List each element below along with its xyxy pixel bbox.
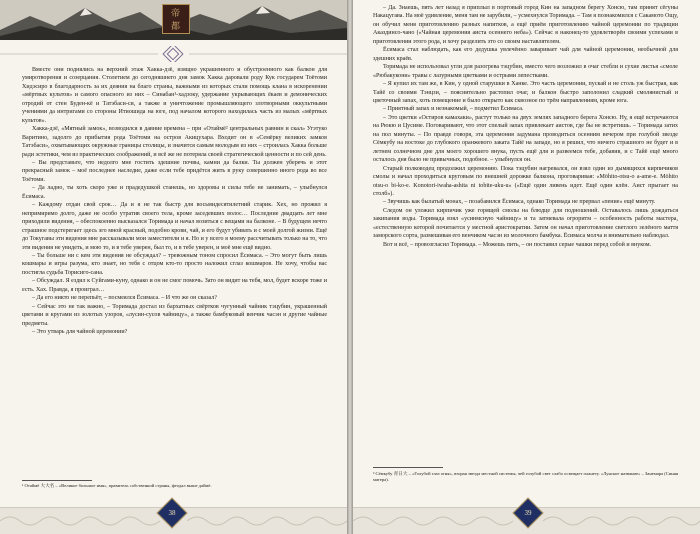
paragraph: – Да. Знаешь, пять лет назад я приплыл в портовый город Кин на западном берегу Хонсю, там принят сёгуны Накацугава. На моё удивление, меня там не зарубили, – усмехнулся Торимада. – Там я познакомился с Сакамото Ощу, он обучил меня приготовлению разных напитков, а ещё приём приготовлению чайной церемонии по традиции Аказдинсо-чано («Чайная церемония аиста осеннего неба»). Сейчас я наконец-то удовлетворён своими успехами в приготовлении этого рода, и хочу разделить это со своим наставлятелем.: [373, 5, 678, 45]
paragraph: – Это цветки «Остиров камахаки», растут только на двух землях западного берега Хонсю. Ну, я ещё встречаются на Рюкю и Цусиме. Поговаривают, что этот спелый запах привлекает аистов, где бы не встретишь. – Торимада затих на пол минуты. – По правде говоря, эта церемония задумана проводиться осенним вечером при голубой звезде Сёмкубу на востоке до глубокого оранжевого заката Тайё на западе, но я решил, что ничего страшного не будет и в летнем солнечном дне для моего хорошего внука, пусть ещё для и развеемся тебе, добавив, и с Тайё ещё много осталось дня было не привычных, подобное. – улыбнулся он.: [373, 114, 678, 164]
paragraph: – Каждому отдан свой срок… Да и я не так быстр для восьмидесятилетний старик. Хех, но прожил я непримиримо долго, даже не особо утратив своего тела, кроме заседевших волос… Последние двадцать лет мне приходили видения, – обеспокоенно высказался Торимада и начал возиться с вещами на балконе. – В будущем нечто страшное подстерегает здесь эго мной красный, подобно крови, чай, и его будут убивать и с моей долгой жизни. Ещё до Токугавы эти видения мне рассказывали мои заместители и я. Но и у всего я моему рассчитывать только на то, что эти видения не увидеть, и мою то, и в тебе уверен, был то, и в тебе уверен, и моё мне ещё видно.: [22, 202, 327, 251]
decorative-knot-divider: [0, 46, 347, 62]
paragraph: Следом он уложил кирпичик уже горящей смолы на блюдце для подношений. Оставалось лишь дождаться закипания воды. Торимада взял «усинмсную чайницу» и та затмевала огроритм – особенность работы мастера, «естественную которой почитается у местной аристократии. Затем он начал приготовление светлого зелёного маття заморского сорта, размешивая его венчиком часэн из молочного бамбука. Ёсимаса молча и внимательно наблюдал.: [373, 207, 678, 240]
paragraph: – Ты больше ни с кем эти видения не обсуждал? – тревожным тоном спросил Ёсимаса. – Это могут быть лишь кошмары и игры разума, кто знает, но тебя с отцом кто-то просто наложил сглаз кошмаров. Не хочу, чтобы вас постигла судьба Торисиго-сана.: [22, 252, 327, 276]
paragraph: Вместе они поднялись на верхний этаж Хакка-дзё, изящно украшенного и обустроенного как балкон для умиротворения и созерцания. Столетием до сегодняшнего дня замок Хакка даровали роду Кук государем Тоётоми Хидэсиро в благодарность за их деяния на благо страны, важными из которых стали помощь клана в искоренении «мёртвых культов» и самого опасного из них – Синабан¹-хадзоку, удержание укрывающих ёкаев и демонических отродий от стен Буден-кё и Татэбаси-си, а также и уничтожение промышляющего злотворными оккультными учениями да интригами со стороны Итиошида на юге, под началом которого находилась часть из малых «мёртвых культов».: [22, 67, 327, 124]
paragraph: Торимада не использовал угли для разогрева тэцубин, вместо чего возложил в очаг стебли и сухие листья «смоле «Рюбакукони» травы с лазурными цветками и острыми лепестками.: [373, 64, 678, 79]
paragraph: – Я купил их там же, в Кин, у одной старушки в Ханке. Это часть церемонии, пускай и не столь уж быстрая, как Тайё со своими Тэнцзи, – пояснительно растопил очаг, и балкон быстро заполонил сладкий смолянистый и цветочный запах, хоть помещение и было открыто как сквозное по трём направлениям, кроме юга.: [373, 81, 678, 104]
header-illustration: [0, 0, 347, 40]
right-body-text: [373, 4, 678, 249]
footnote-rule: [22, 480, 92, 481]
paragraph: – Обсуждал. Я ездил к Суйгами-куну, однако и он не смог помочь. Зато он видит на тебя, мол, будет вскоре тоже и есть. Хах. Правда, я проиграл…: [22, 278, 327, 293]
footnote: ¹ Отаймё 大大名 – «Великое большое имя», правитель собственной страны, феодал выше даймё.: [22, 483, 212, 488]
paragraph: – Звучишь как былатый монах, – позабавился Ёсимаса, однако Торимада не прервал «пение» ещё минуту.: [383, 199, 656, 206]
paragraph: Старый полководец продолжил церемонию. Пока тэцубин нагревался, он взял один из дымящихся кирпичиков смолы и начал проходиться круговым по внешней дорожке балкона, проговаривая: «Mōhito-otsu-o a-ame-e. Mōhito otsu-o bi-ko-e. Konotori-iwaha-ashita ni tobite-uku-u» («Ещё один ливень идет. Ещё один клён. Аист прыгает на столб»).: [373, 165, 678, 197]
paragraph: Вот и всё, – провозгласил Торимада. – Можешь пить, – он поставил серые чашки перед собой и внуком.: [383, 241, 652, 248]
paragraph: Хакка-дзё, «Мятный замок», возводился в давние времена – при «Отаймё² центральных равнин и скал» Угэтуко Варитино, задолго до прибытия рода Тоётоми на остров Акицухара. Входит он в «Семёрку великих замков Татэбаси», охватывающих окружные границы столицы, и значится самым молодым из них – строилась Хакка больше ради эстетики, чем из практических соображений, и всё же не потеряла своей стратегической ценности и по сей день.: [22, 126, 327, 158]
paragraph: – Приятный запах и незнакомый, – подметил Ёсимаса.: [383, 106, 524, 113]
page-footer: [0, 498, 347, 534]
footnote-rule: [373, 467, 443, 468]
left-body-text: [22, 66, 327, 337]
paragraph: – Да ладно, ты хоть скоро уже и прадедушкой станешь, но здоровы и силы тебе не занимать, – улыбнулся Ёсимаса.: [22, 185, 327, 200]
paragraph: – Да его никто не перепьёт, – посмеялся Ёсимаса. – И что же он сказал?: [32, 295, 217, 302]
page-number: 39: [524, 509, 532, 517]
paragraph: – Вы представьте, что недолго мне гостить здешние почвы, камни да балки. Ты должен уберечь и этот прекрасный замок – моё последнее наследие, даже если тебе придётся жить в руку совершенно иного рода во все Тоётоми.: [22, 159, 327, 183]
paragraph: Ёсимаса стал наблюдать, как его дедушка увлечённо заваривает чай для чайной церемонии, необычной для здешних краёв.: [373, 47, 678, 62]
page-number: 38: [168, 509, 176, 517]
left-page: [0, 0, 347, 534]
page-footer: [353, 498, 700, 534]
seal-stamp: 帝 都: [162, 4, 190, 34]
right-page: [353, 0, 700, 534]
paragraph: – Сейчас это не так важно, – Торимада достал из бархатных свёртков чугунный чайник тэцубин, украшенный цветами и кругами из золотых узоров, «лусин-сусов чайницу», а также бамбуковый венчик часэн и другие чайные предметы.: [22, 303, 327, 327]
footnote: ³ Сёмкубу 青日大 – «Голубой глаз огня», вторая звезда местной системы, чей голубой свет слабо освещает планету. «Лунское название» – Занемара (Синяя матера).: [373, 471, 678, 482]
paragraph: – Это утварь для чайной церемонии?: [32, 329, 128, 336]
